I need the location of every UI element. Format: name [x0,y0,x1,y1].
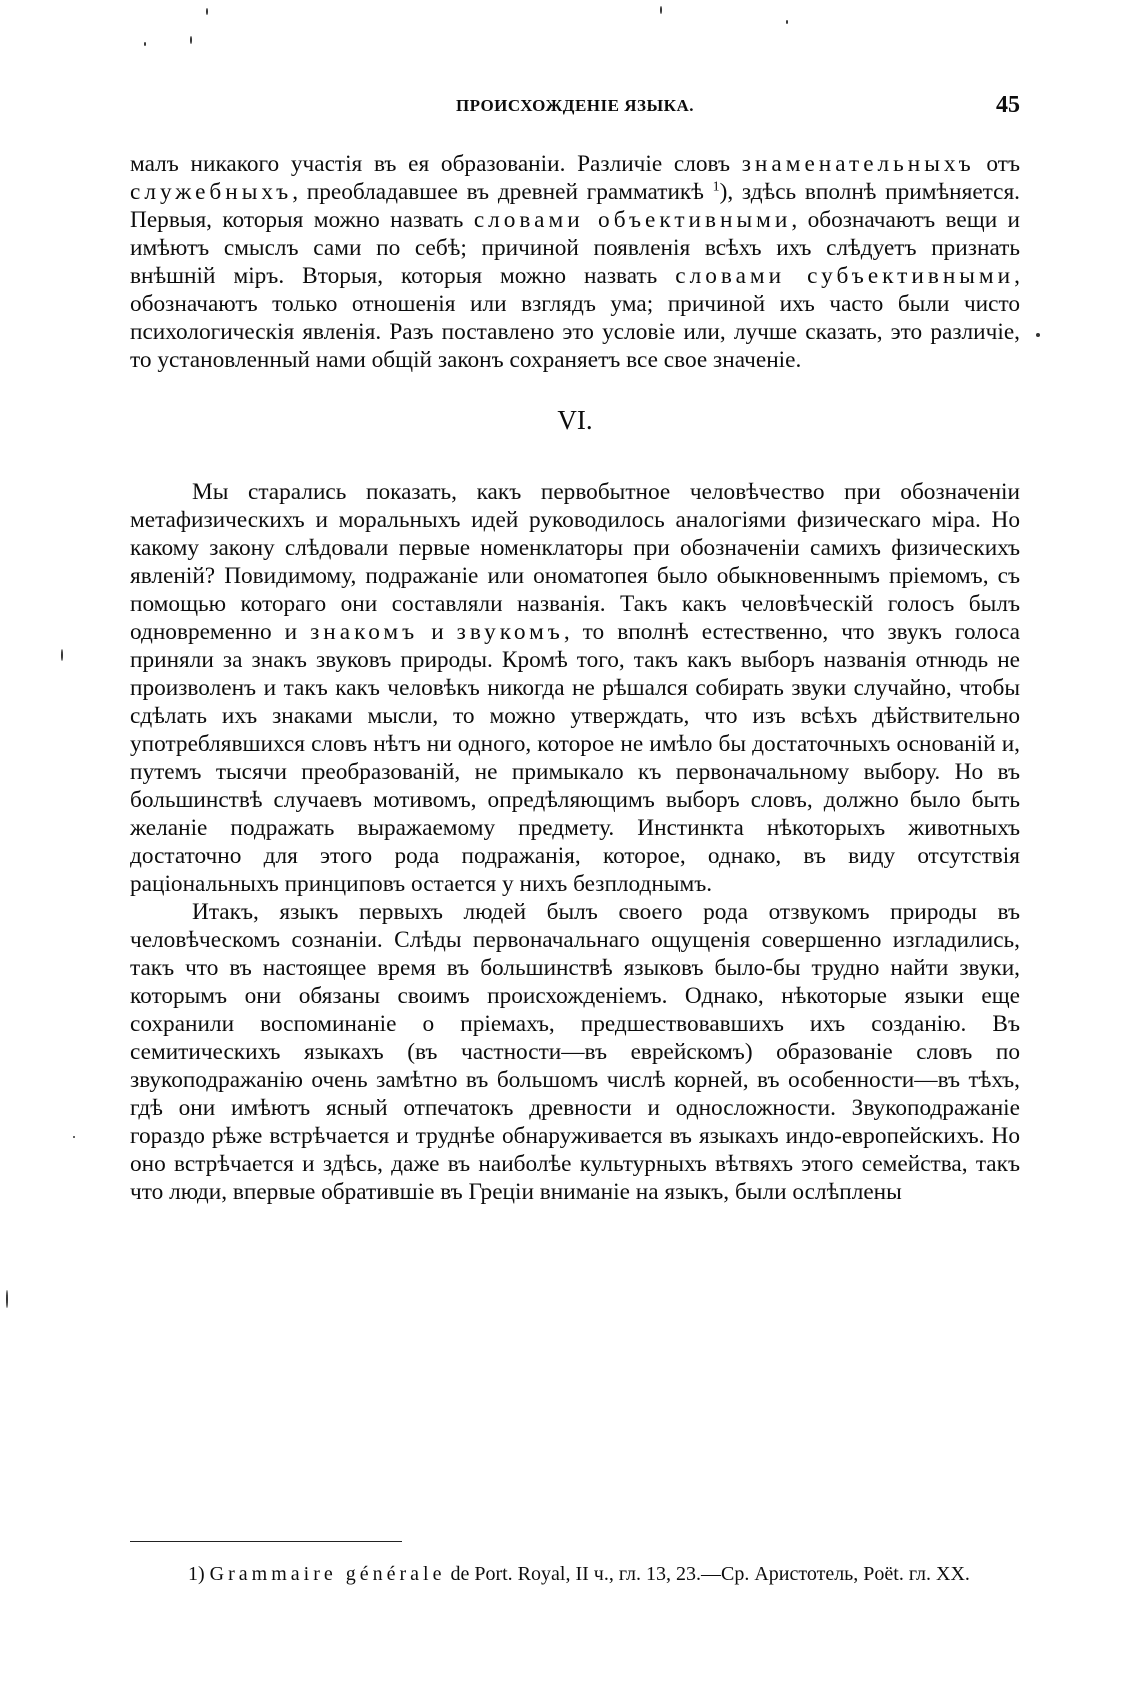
scan-speck [144,42,146,46]
footnote-divider [130,1541,402,1542]
scan-speck [206,8,208,15]
paragraph-continuation: малъ никакого участія въ ея образованіи. Различіе словъ знаменательныхъ отъ служебныхъ, преобладавшее въ древней грамматикѣ $^1$), здѣсь вполнѣ примѣняется. Первыя, которыя можно назвать словами объективными, обозначаютъ вещи и имѣютъ смыслъ сами по себѣ; причиной появленія всѣхъ ихъ слѣдуетъ признать внѣшній міръ. Вторыя, которыя можно назвать словами субъективными, обозначаютъ только отношенія или взглядъ ума; причиной ихъ часто были чисто психологическія явленія. Разъ поставлено это условіе или, лучше сказать, это различіе, то установленный нами общій законъ сохраняетъ все свое значеніе. [130,151,1021,373]
footnote-title: Grammaire générale [209,1563,446,1585]
footnote [130,1562,1020,1587]
footnote-reference: 1 [712,179,720,195]
paragraph: Мы старались показать, какъ первобытное человѣчество при обозначеніи метафизическихъ и моральныхъ идей руководилось аналогіями физическаго міра. Но какому закону слѣдовали первые номенклаторы при обозначеніи самихъ физическихъ явленій? Повидимому, подражаніе или ономатопея было обыкновеннымъ пріемомъ, съ помощью котораго они составляли названія. Такъ какъ человѣческій голосъ былъ одновременно и знакомъ и звукомъ, то вполнѣ естественно, что звукъ голоса приняли за знакъ звуковъ природы. Кромѣ того, такъ какъ выборъ названія отнюдь не произволенъ и такъ какъ человѣкъ никогда не рѣшался собирать звуки случайно, чтобы сдѣлать ихъ знаками мысли, то можно утверждать, что изъ всѣхъ дѣйствительно употреблявшихся словъ нѣтъ ни одного, которое не имѣло бы достаточныхъ основаній и, путемъ тысячи преобразованій, не примыкало къ первоначальному выбору. Но въ большинствѣ случаевъ мотивомъ, опредѣляющимъ выборъ словъ, должно было быть желаніе подражать выражаемому предмету. Инстинкта нѣкоторыхъ животныхъ достаточно для этого рода подражанія, которое, однако, въ виду отсутствія раціональныхъ принциповъ остается у нихъ безплоднымъ. [130,479,1021,897]
running-title: ПРОИСХОЖДЕНІЕ ЯЗЫКА. [455,96,695,115]
body-text [130,150,1020,1206]
footnote-text: 1) Grammaire générale de Port. Royal, II ч., гл. 13, 23.—Ср. Аристотель, Poët. гл. XX. [188,1563,970,1585]
emphasized-term: словами субъективными [675,263,1015,289]
page-header [130,92,1020,126]
emphasized-term: звукомъ [456,619,564,645]
scan-speck [786,20,788,24]
scan-speck [6,1290,8,1308]
emphasized-term: словами объективными [473,207,792,233]
scan-speck [73,1136,75,1138]
footnote-marker: 1 [188,1563,198,1585]
emphasized-term: знакомъ [310,619,419,645]
emphasized-term: служебныхъ [130,179,293,205]
section-heading: VI. [557,405,593,435]
paragraph: Итакъ, языкъ первыхъ людей былъ своего рода отзвукомъ природы въ человѣческомъ сознаніи. Слѣды первоначальнаго ощущенія совершенно изгладились, такъ что въ настоящее время въ большинствѣ языковъ было-бы трудно найти звуки, которымъ они обязаны своимъ происхожденіемъ. Однако, нѣкоторые языки еще сохранили воспоминаніе о пріемахъ, предшествовавшихъ ихъ созданію. Въ семитическихъ языкахъ (въ частности—въ еврейскомъ) образованіе словъ по звукоподражанію очень замѣтно въ большомъ числѣ корней, въ особенности—въ тѣхъ, гдѣ они имѣютъ ясный отпечатокъ древности и односложности. Звукоподражаніе гораздо рѣже встрѣчается и труднѣе обнаруживается въ языкахъ индо-европейскихъ. Но оно встрѣчается и здѣсь, даже въ наиболѣе культурныхъ вѣтвяхъ этого семейства, такъ что люди, впервые обратившіе въ Греціи вниманіе на языкъ, были ослѣплены [130,899,1020,1205]
scan-speck [190,36,192,44]
scan-speck [1036,333,1040,337]
page-number: 45 [996,92,1020,118]
scan-speck [61,649,63,661]
scan-speck [660,6,662,14]
emphasized-term: знаменательныхъ [741,151,975,177]
